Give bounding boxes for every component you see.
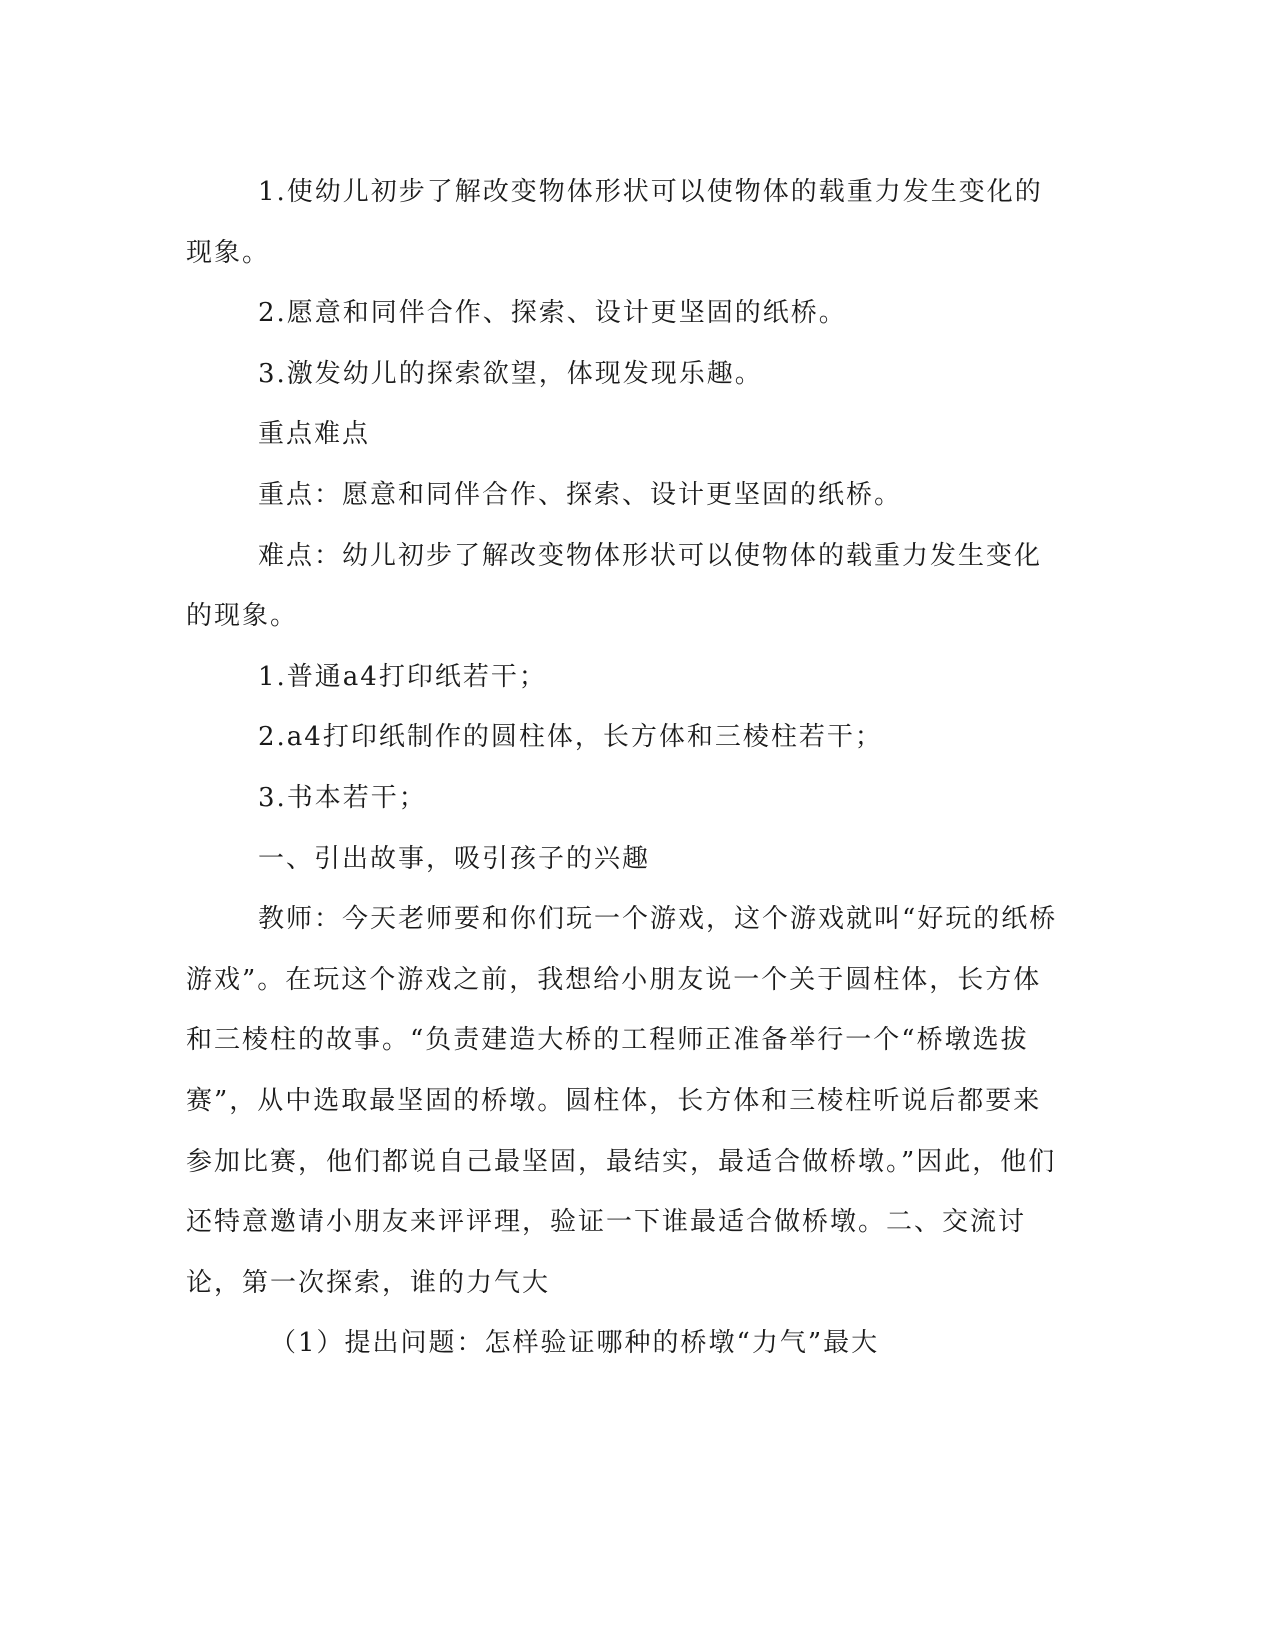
material-2-paragraph: 2.a4打印纸制作的圆柱体，长方体和三棱柱若干； <box>258 722 883 753</box>
key-difficult-heading: 重点难点 <box>258 419 371 450</box>
document-body <box>186 162 1066 1374</box>
goal-2-paragraph: 2.愿意和同伴合作、探索、设计更坚固的纸桥。 <box>258 298 847 329</box>
teacher-story-paragraph: 教师：今天老师要和你们玩一个游戏，这个游戏就叫“好玩的纸桥游戏”。在玩这个游戏之前，我想给小朋友说一个关于圆柱体，长方体和三棱柱的故事。“负责建造大桥的工程师正准备举行一个“桥墩选拔赛”，从中选取最坚固的桥墩。圆柱体，长方体和三棱柱听说后都要来参加比赛，他们都说自己最坚固，最结实，最适合做桥墩。”因此，他们还特意邀请小朋友来评评理，验证一下谁最适合做桥墩。二、交流讨论，第一次探索，谁的力气大 <box>186 904 1058 1298</box>
difficult-point-paragraph: 难点：幼儿初步了解改变物体形状可以使物体的载重力发生变化的现象。 <box>186 540 1043 632</box>
key-point-paragraph: 重点：愿意和同伴合作、探索、设计更坚固的纸桥。 <box>258 479 903 510</box>
goal-1-paragraph: 1.使幼儿初步了解改变物体形状可以使物体的载重力发生变化的现象。 <box>186 177 1043 268</box>
goal-3-paragraph: 3.激发幼儿的探索欲望，体现发现乐趣。 <box>258 358 763 389</box>
material-1-paragraph: 1.普通a4打印纸若干； <box>258 661 547 692</box>
question-paragraph: （1）提出问题：怎样验证哪种的桥墩“力气”最大 <box>270 1328 880 1359</box>
material-3-paragraph: 3.书本若干； <box>258 782 427 813</box>
section-1-heading: 一、引出故事，吸引孩子的兴趣 <box>258 843 651 874</box>
